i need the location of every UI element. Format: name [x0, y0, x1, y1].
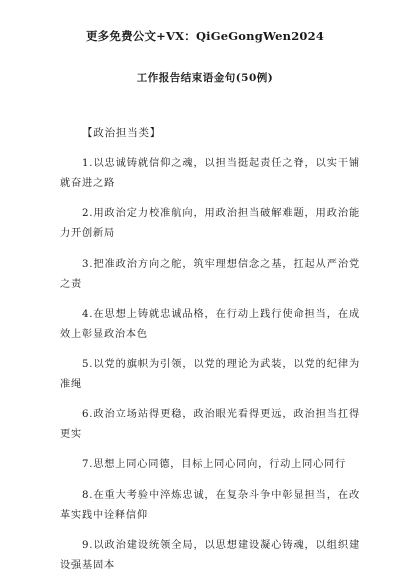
list-item: 6.政治立场站得更稳，政治眼光看得更远，政治担当扛得更实 [60, 409, 360, 441]
page-header: 更多免费公文+VX：QiGeGongWen2024 [85, 29, 325, 43]
list-item: 3.把准政治方向之舵，筑牢理想信念之基，扛起从严治党之责 [60, 258, 360, 290]
list-item: 7.思想上同心同德，目标上同心同向，行动上同心同行 [82, 459, 347, 471]
list-item: 4.在思想上铸就忠诚品格，在行动上践行使命担当，在成效上彰显政治本色 [60, 308, 360, 340]
list-item: 9.以政治建设统领全局，以思想建设凝心铸魂，以组织建设强基固本 [60, 539, 360, 571]
list-item: 8.在重大考验中淬炼忠诚，在复杂斗争中彰显担当，在改革实践中诠释信仰 [60, 489, 360, 521]
list-item: 5.以党的旗帜为引领，以党的理论为武装，以党的纪律为准绳 [60, 358, 360, 390]
document-title: 工作报告结束语金句(50例) [136, 72, 274, 84]
section-heading: 【政治担当类】 [82, 127, 162, 139]
list-item: 1.以忠诚铸就信仰之魂，以担当挺起责任之脊，以实干铺就奋进之路 [60, 158, 360, 190]
list-item: 2.用政治定力校准航向，用政治担当破解难题，用政治能力开创新局 [60, 208, 360, 240]
item-list [60, 144, 360, 581]
